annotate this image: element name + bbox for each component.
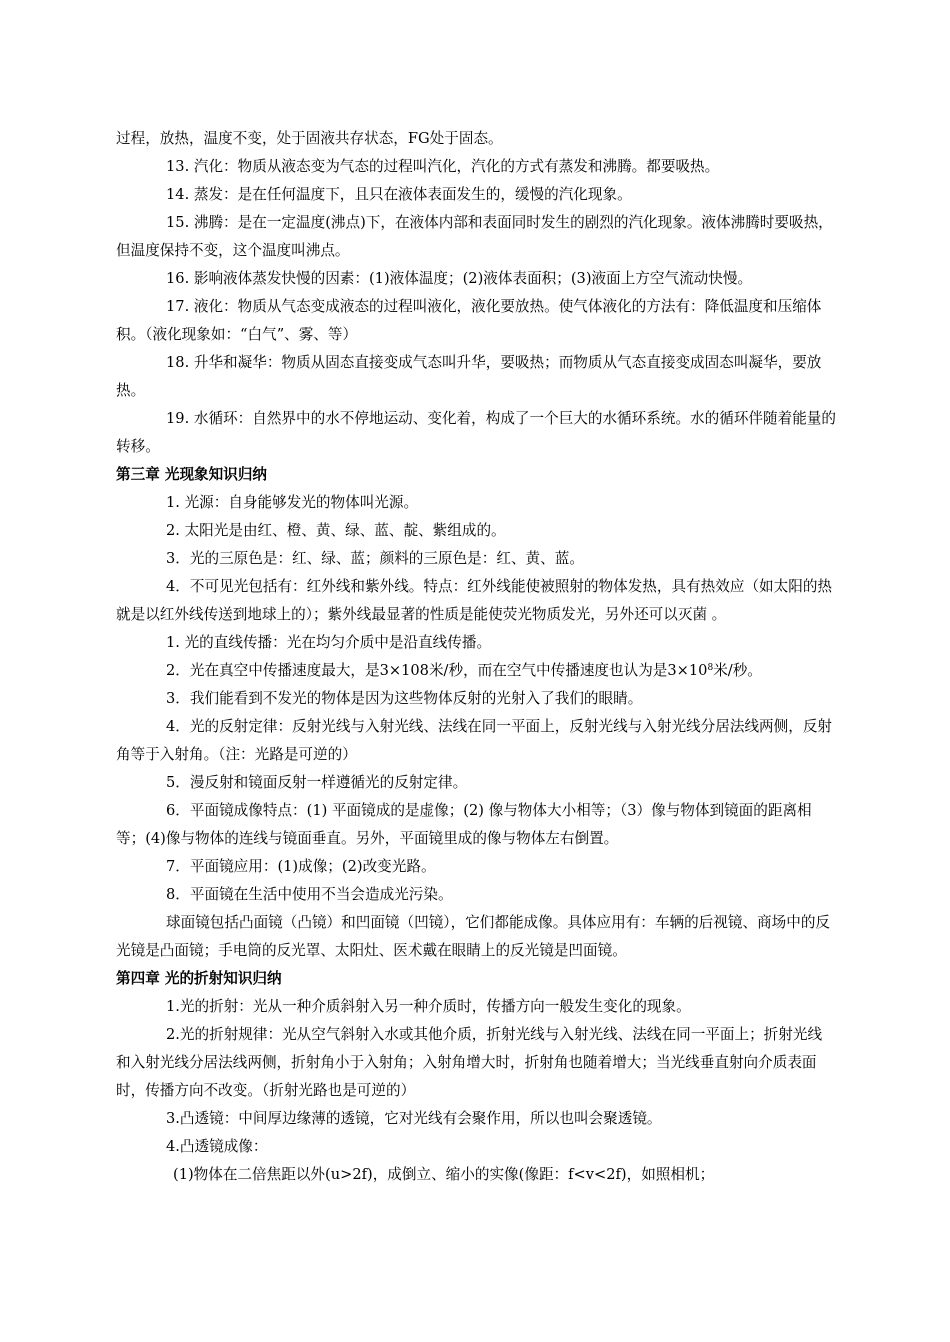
paragraph: 13. 汽化：物质从液态变为气态的过程叫汽化，汽化的方式有蒸发和沸腾。都要吸热。	[166, 158, 720, 175]
paragraph: 14. 蒸发：是在任何温度下，且只在液体表面发生的，缓慢的汽化现象。	[166, 186, 632, 203]
paragraph: 1. 光的直线传播：光在均匀介质中是沿直线传播。	[166, 634, 492, 651]
paragraph: 4．不可见光包括有：红外线和紫外线。特点：红外线能使被照射的物体发热，具有热效应（如太阳的热就是以红外线传送到地球上的）；紫外线最显著的性质是能使荧光物质发光，另外还可以灭菌 。	[116, 578, 833, 623]
paragraph: 8．平面镜在生活中使用不当会造成光污染。	[166, 886, 453, 903]
paragraph: 6．平面镜成像特点：(1) 平面镜成的是虚像；(2) 像与物体大小相等；（3）像与物体到镜面的距离相等；(4)像与物体的连线与镜面垂直。另外，平面镜里成的像与物体左右倒置。	[116, 802, 812, 847]
paragraph: 1. 光源：自身能够发光的物体叫光源。	[166, 494, 419, 511]
superscript: 8	[707, 663, 714, 673]
paragraph: 18. 升华和凝华：物质从固态直接变成气态叫升华，要吸热；而物质从气态直接变成固态叫凝华，要放热。	[116, 354, 822, 399]
paragraph: 15. 沸腾：是在一定温度(沸点)下，在液体内部和表面同时发生的剧烈的汽化现象。液体沸腾时要吸热，但温度保持不变，这个温度叫沸点。	[116, 214, 833, 259]
paragraph: 球面镜包括凸面镜（凸镜）和凹面镜（凹镜），它们都能成像。具体应用有：车辆的后视镜、商场中的反光镜是凸面镜；手电筒的反光罩、太阳灶、医术戴在眼睛上的反光镜是凹面镜。	[116, 914, 831, 959]
chapter-heading: 第四章 光的折射知识归纳	[116, 970, 282, 987]
paragraph: 17. 液化：物质从气态变成液态的过程叫液化，液化要放热。使气体液化的方法有：降低温度和压缩体积。（液化现象如：“白气”、雾、等）	[116, 298, 822, 343]
paragraph: 过程，放热，温度不变，处于固液共存状态，FG处于固态。	[116, 130, 503, 147]
paragraph: 3.凸透镜：中间厚边缘薄的透镜，它对光线有会聚作用，所以也叫会聚透镜。	[166, 1110, 662, 1127]
paragraph	[116, 657, 836, 685]
paragraph: 4．光的反射定律：反射光线与入射光线、法线在同一平面上，反射光线与入射光线分居法线两侧，反射角等于入射角。（注：光路是可逆的）	[116, 718, 833, 763]
paragraph: 2. 太阳光是由红、橙、黄、绿、蓝、靛、紫组成的。	[166, 522, 506, 539]
paragraph: (1)物体在二倍焦距以外(u>2f)，成倒立、缩小的实像(像距：f<v<2f)，如照相机；	[173, 1166, 715, 1183]
paragraph: 4.凸透镜成像：	[166, 1138, 268, 1155]
text-run: 米/秒。	[713, 662, 762, 679]
paragraph: 3．光的三原色是：红、绿、蓝；颜料的三原色是：红、黄、蓝。	[166, 550, 584, 567]
text-run: 2．光在真空中传播速度最大，是3×108米/秒，而在空气中传播速度也认为是3×10	[166, 662, 708, 679]
paragraph: 19. 水循环：自然界中的水不停地运动、变化着，构成了一个巨大的水循环系统。水的循环伴随着能量的转移。	[116, 410, 836, 455]
paragraph: 2.光的折射规律：光从空气斜射入水或其他介质，折射光线与入射光线、法线在同一平面上；折射光线和入射光线分居法线两侧，折射角小于入射角；入射角增大时，折射角也随着增大；当光线垂直射向介质表面时，传播方向不改变。（折射光路也是可逆的）	[116, 1026, 823, 1099]
chapter-heading: 第三章 光现象知识归纳	[116, 466, 268, 483]
paragraph: 3．我们能看到不发光的物体是因为这些物体反射的光射入了我们的眼睛。	[166, 690, 643, 707]
paragraph: 16. 影响液体蒸发快慢的因素：(1)液体温度；(2)液体表面积；(3)液面上方空气流动快慢。	[166, 270, 753, 287]
paragraph: 7．平面镜应用：(1)成像；(2)改变光路。	[166, 858, 436, 875]
paragraph: 1.光的折射：光从一种介质斜射入另一种介质时，传播方向一般发生变化的现象。	[166, 998, 691, 1015]
document-body	[116, 125, 836, 1189]
paragraph: 5．漫反射和镜面反射一样遵循光的反射定律。	[166, 774, 468, 791]
